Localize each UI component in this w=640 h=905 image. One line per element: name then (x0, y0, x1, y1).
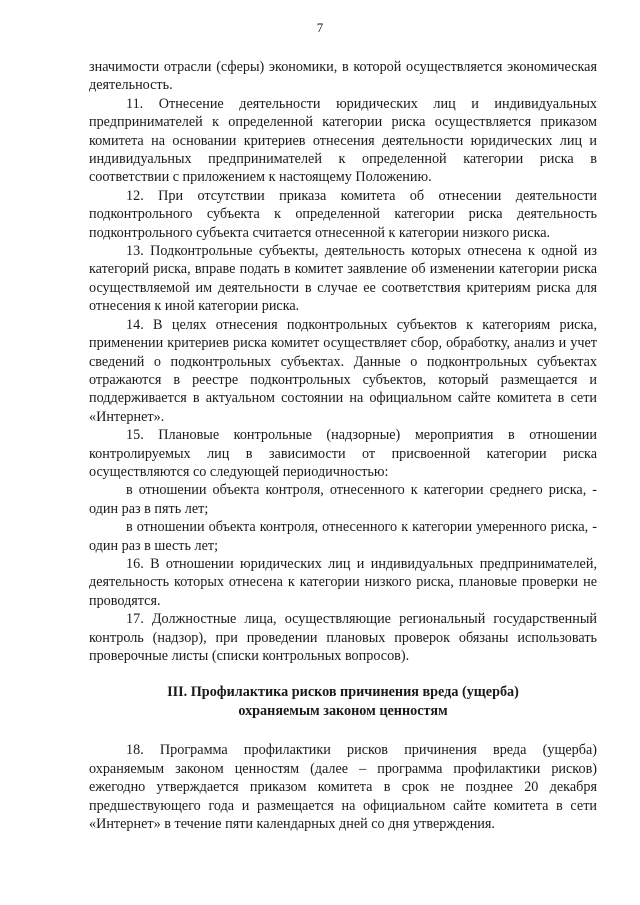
paragraph-17: 17. Должностные лица, осуществляющие региональный государственный контроль (надзор), при проведении плановых проверок обязаны использовать проверочные листы (списки контрольных вопросов). (89, 611, 597, 664)
paragraph-18: 18. Программа профилактики рисков причинения вреда (ущерба) охраняемым законом ценностям (далее – программа профилактики рисков) ежегодно утверждается приказом комитета в срок не позднее 20 декабря предшествующего года и размещается на официальном сайте комитета в сети «Интернет» в течение пяти календарных дней со дня утверждения. (89, 742, 597, 833)
section-title-line-1: III. Профилактика рисков причинения вреда (ущерба) (167, 684, 519, 701)
paragraph-13: 13. Подконтрольные субъекты, деятельность которых отнесена к одной из категорий риска, вправе подать в комитет заявление об изменении категории риска осуществляемой им деятельности в случае ее соответствия критериям риска для отнесения к иной категории риска. (89, 243, 597, 315)
section-title-line-2: охраняемым законом ценностям (238, 703, 448, 720)
paragraph-15-item-moderate-risk: в отношении объекта контроля, отнесенного к категории умеренного риска, - один раз в шесть лет; (89, 519, 597, 554)
paragraph-continuation: значимости отрасли (сферы) экономики, в которой осуществляется экономическая деятельность. (89, 59, 597, 94)
paragraph-15-item-medium-risk: в отношении объекта контроля, отнесенного к категории среднего риска, - один раз в пять лет; (89, 482, 597, 517)
paragraph-14: 14. В целях отнесения подконтрольных субъектов к категориям риска, применении критериев риска комитет осуществляет сбор, обработку, анализ и учет сведений о подконтрольных субъектах. Данные о подконтрольных субъектах отражаются в реестре подконтрольных субъектов, который размещается и поддерживается в актуальном состоянии на официальном сайте комитета в сети «Интернет». (89, 316, 597, 425)
section-heading (89, 683, 597, 721)
page-number: 7 (316, 20, 324, 35)
paragraph-16: 16. В отношении юридических лиц и индивидуальных предпринимателей, деятельность которых отнесена к категории низкого риска, плановые проверки не проводятся. (89, 555, 597, 609)
paragraph-12: 12. При отсутствии приказа комитета об отнесении деятельности подконтрольного субъекта к определенной категории риска деятельность подконтрольного субъекта считается отнесенной к категории низкого риска. (89, 187, 597, 241)
paragraph-15: 15. Плановые контрольные (надзорные) мероприятия в отношении контролируемых лиц в зависимости от присвоенной категории риска осуществляются со следующей периодичностью: (89, 427, 597, 480)
paragraph-11: 11. Отнесение деятельности юридических лиц и индивидуальных предпринимателей к определенной категории риска осуществляется приказом комитета на основании критериев отнесения деятельности юридических лиц и индивидуальных предпринимателей к определенной категории риска в соответствии с приложением к настоящему Положению. (89, 95, 597, 186)
document-body (89, 58, 597, 833)
